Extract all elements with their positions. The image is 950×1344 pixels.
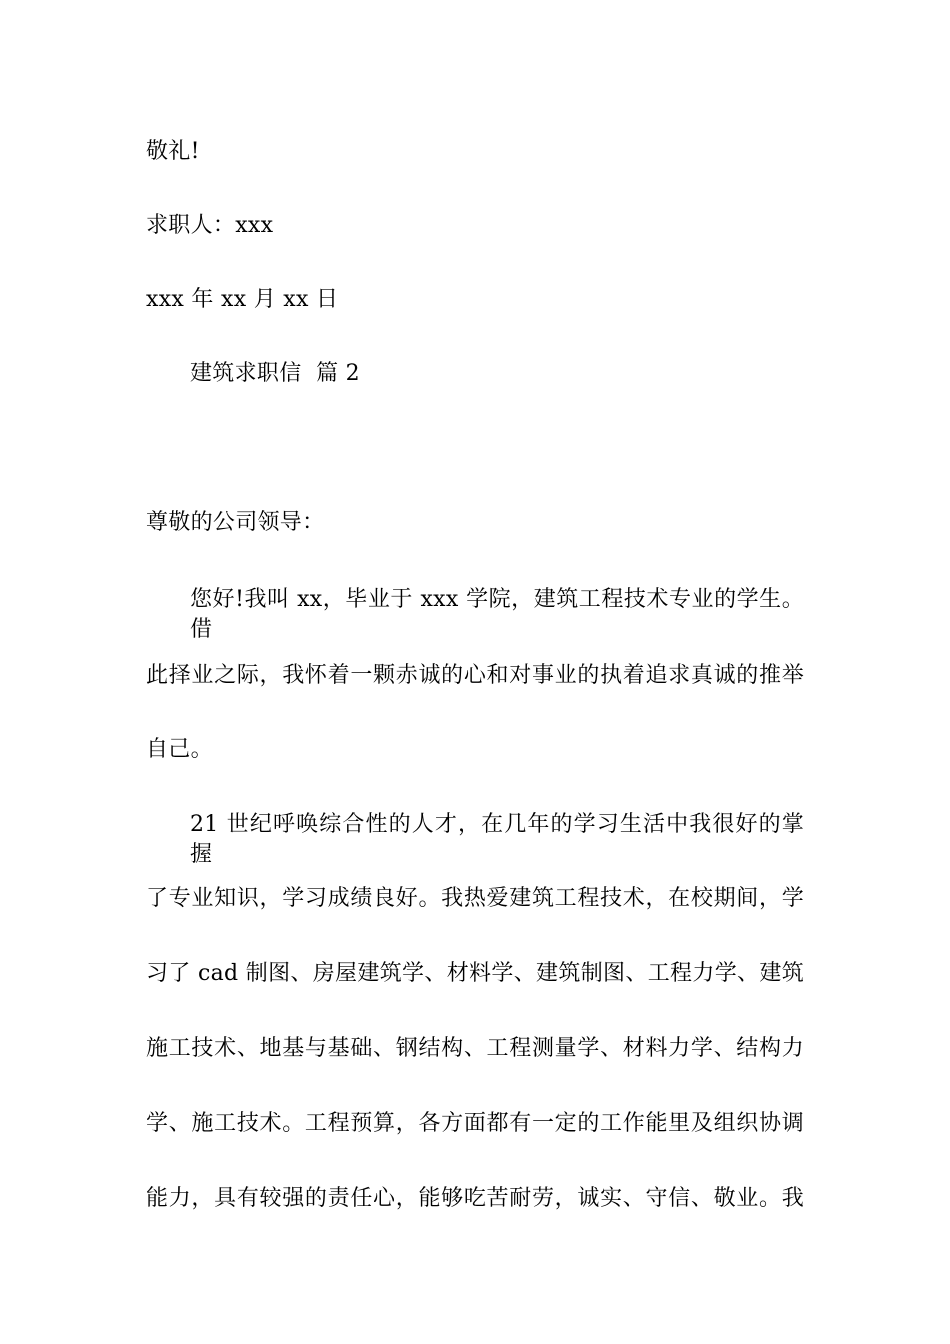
paragraph1-line1: 您好!我叫 xx，毕业于 xxx 学院，建筑工程技术专业的学生。借 [190, 587, 804, 642]
paragraph2-line1: 21 世纪呼唤综合性的人才，在几年的学习生活中我很好的掌握 [190, 812, 804, 867]
paragraph2-line3: 习了 cad 制图、房屋建筑学、材料学、建筑制图、工程力学、建筑 [146, 961, 804, 986]
paragraph2-line4: 施工技术、地基与基础、钢结构、工程测量学、材料力学、结构力 [146, 1036, 804, 1061]
closing-salute: 敬礼! [146, 139, 200, 164]
paragraph1-line3: 自己。 [146, 737, 213, 762]
paragraph2-line2: 了专业知识，学习成绩良好。我热爱建筑工程技术，在校期间，学 [146, 886, 804, 911]
paragraph2-line6: 能力，具有较强的责任心，能够吃苦耐劳，诚实、守信、敬业。我 [146, 1186, 804, 1211]
section-title: 建筑求职信 篇 2 [190, 361, 360, 386]
letter-greeting: 尊敬的公司领导： [146, 510, 325, 535]
applicant-signature: 求职人：xxx [146, 213, 274, 238]
letter-date: xxx 年 xx 月 xx 日 [146, 287, 339, 312]
paragraph2-line5: 学、施工技术。工程预算，各方面都有一定的工作能里及组织协调 [146, 1111, 804, 1136]
paragraph1-line2: 此择业之际，我怀着一颗赤诚的心和对事业的执着追求真诚的推举 [146, 663, 804, 688]
